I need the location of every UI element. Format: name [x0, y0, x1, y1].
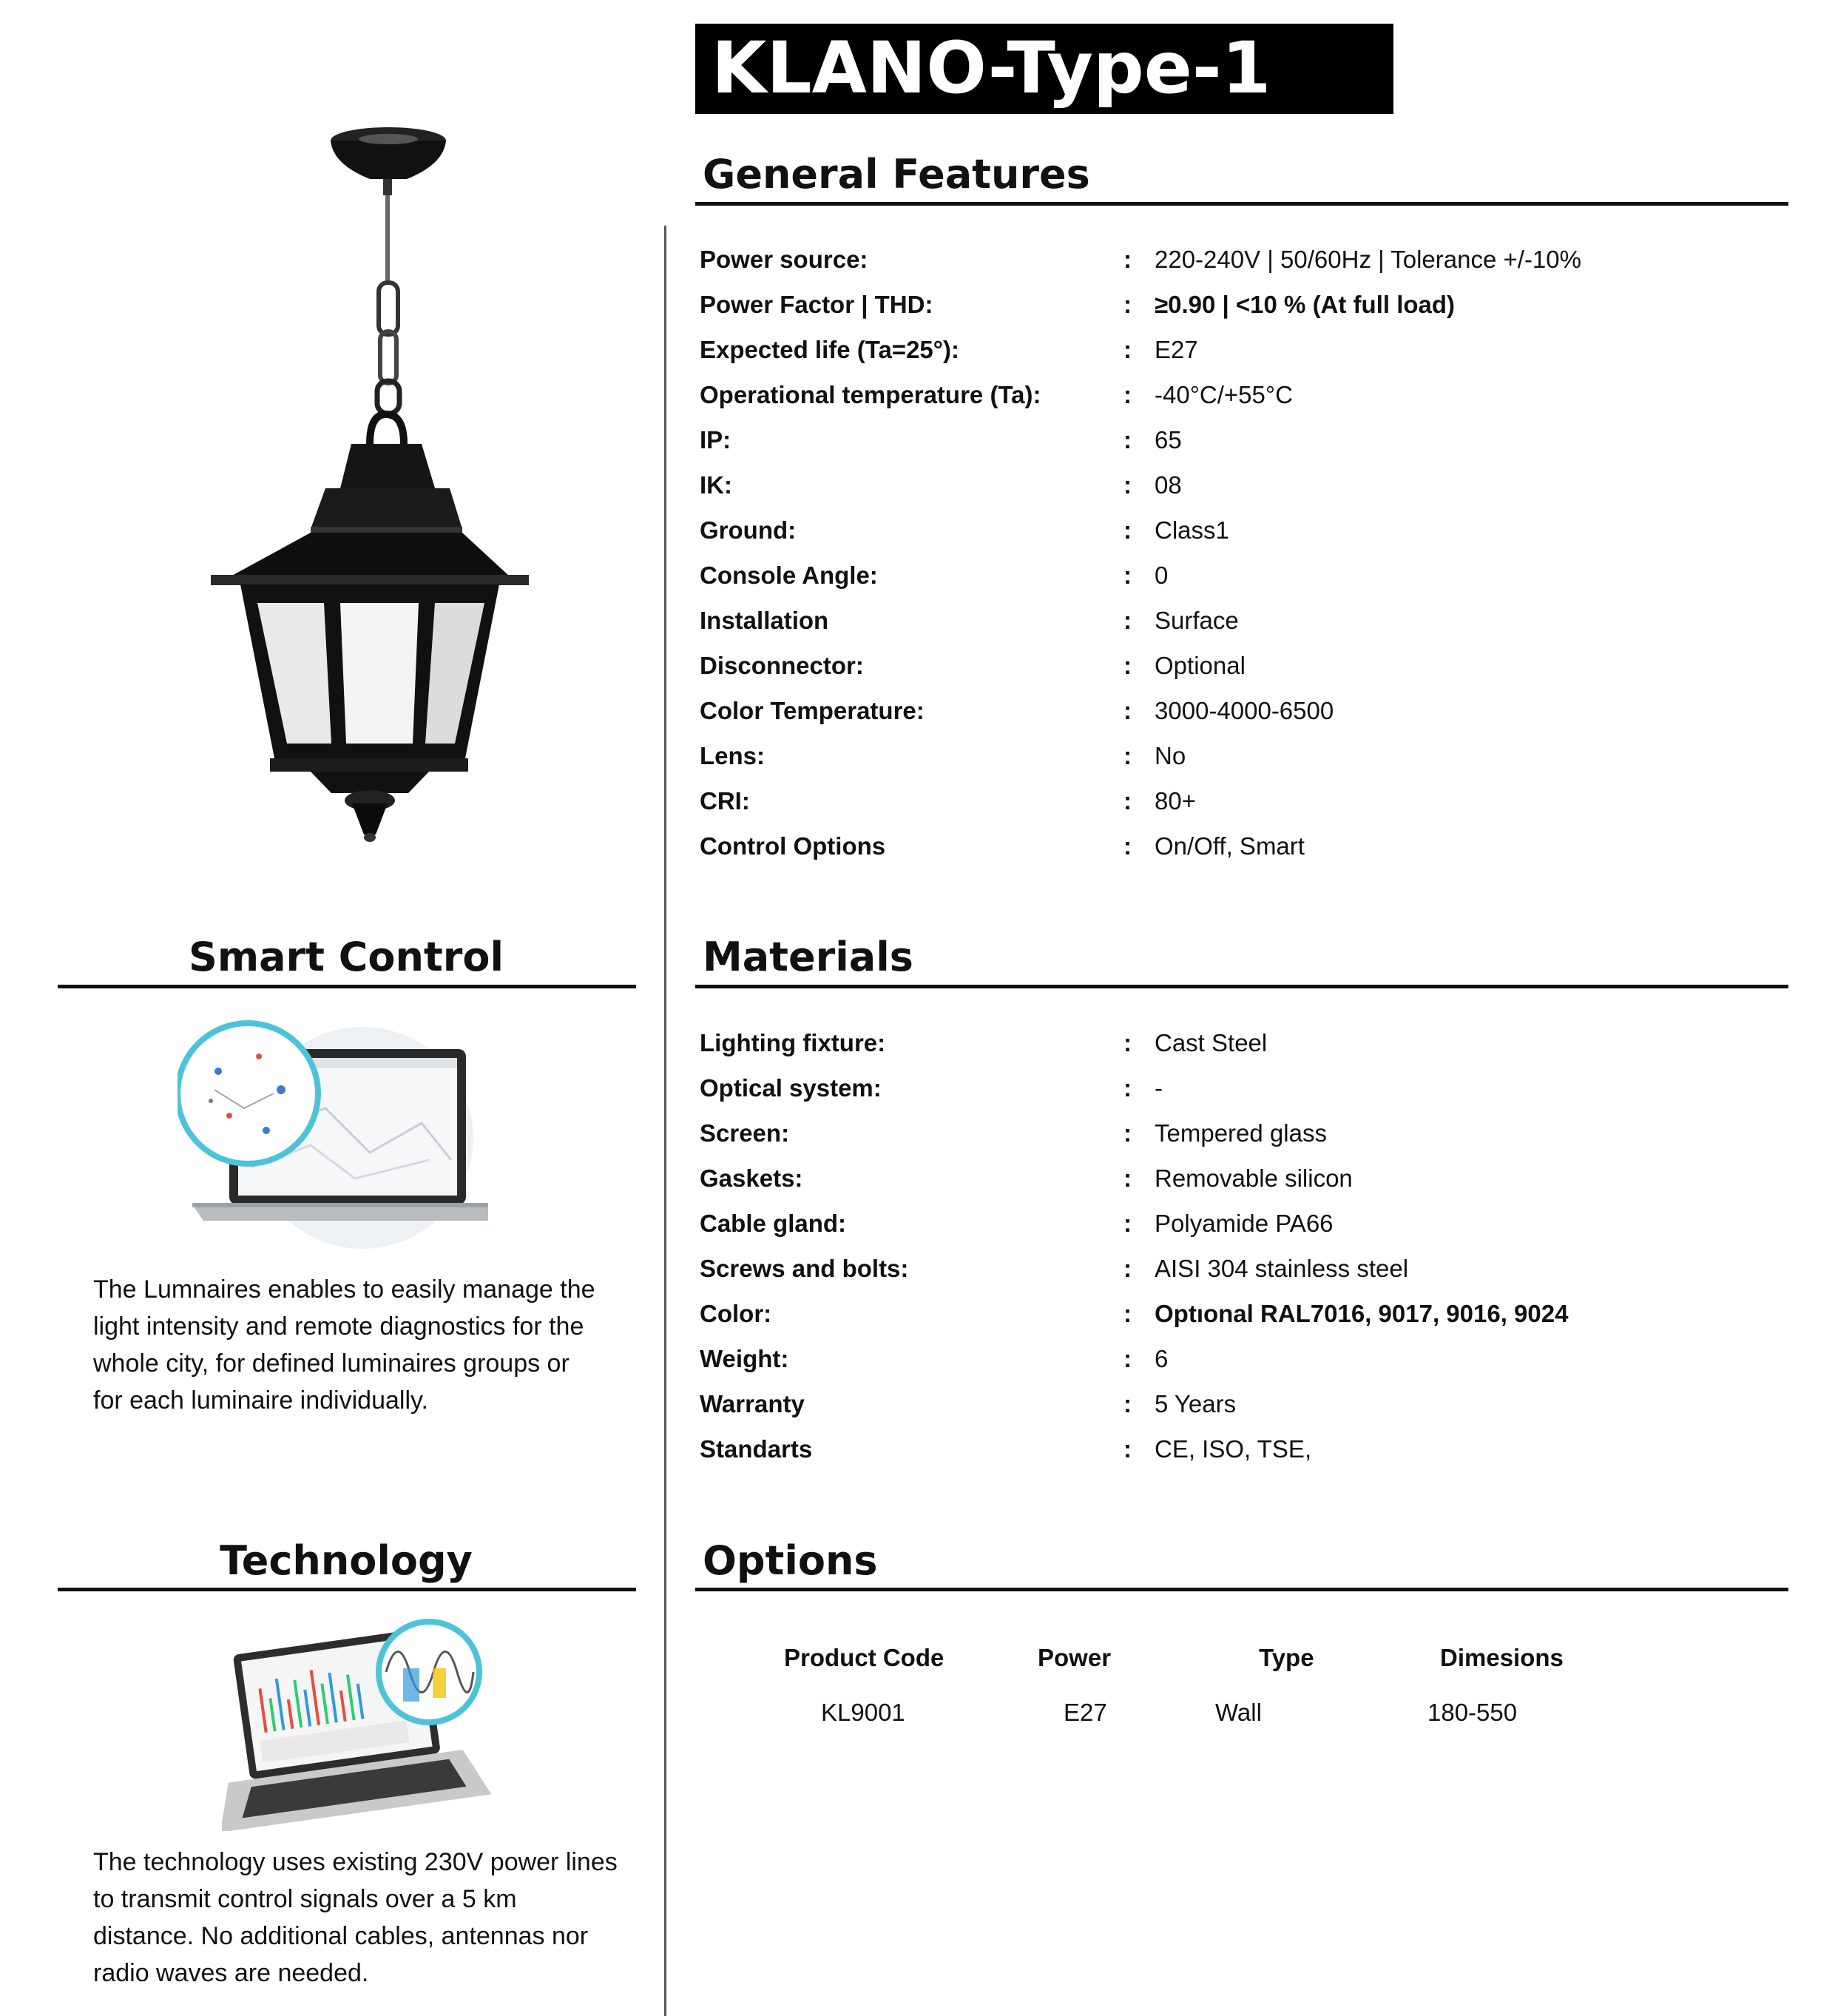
spec-label: Lens: [700, 742, 766, 769]
options-cell-power: E27 [1064, 1699, 1107, 1726]
spec-label: Screen: [700, 1119, 790, 1147]
spec-colon: : [1123, 336, 1132, 363]
title-banner [695, 24, 1393, 114]
laptop-waveform-image [222, 1616, 496, 1831]
technology-line: to transmit control signals over a 5 km [93, 1885, 517, 1913]
spec-value: Optıonal RAL7016, 9017, 9016, 9024 [1155, 1300, 1569, 1327]
spec-label: Power source: [700, 246, 868, 273]
general-features-heading: General Features [703, 151, 1090, 198]
spec-row [700, 643, 1787, 688]
spec-row [700, 598, 1787, 643]
smart-control-line: whole city, for defined luminaires groups or [93, 1349, 570, 1378]
spec-row [700, 778, 1787, 823]
spec-label: Color: [700, 1300, 772, 1327]
spec-value: 3000-4000-6500 [1155, 697, 1334, 724]
options-header-type: Type [1259, 1644, 1314, 1671]
materials-heading: Materials [703, 934, 913, 980]
materials-rule [695, 985, 1788, 988]
spec-value: Tempered glass [1155, 1119, 1327, 1147]
spec-label: Installation [700, 607, 829, 634]
spec-value: - [1155, 1074, 1163, 1102]
pendant-lantern-image [200, 118, 540, 843]
technology-rule [58, 1588, 636, 1591]
spec-value: 65 [1155, 426, 1182, 454]
spec-label: Power Factor | THD: [700, 291, 933, 318]
smart-control-line: The Lumnaires enables to easily manage the [93, 1275, 595, 1304]
spec-row [700, 688, 1787, 733]
spec-label: Screws and bolts: [700, 1255, 909, 1282]
spec-row [700, 1065, 1787, 1110]
smart-control-description [93, 1271, 655, 1419]
spec-colon: : [1123, 1390, 1132, 1417]
spec-row [700, 327, 1787, 372]
spec-row [700, 462, 1787, 508]
general-features-rule [695, 202, 1788, 206]
technology-heading: Technology [220, 1537, 473, 1584]
spec-label: IP: [700, 426, 731, 454]
spec-value: 6 [1155, 1345, 1169, 1372]
spec-row [700, 417, 1787, 462]
spec-row [700, 823, 1787, 869]
spec-value: 5 Years [1155, 1390, 1237, 1417]
technology-line: distance. No additional cables, antennas nor [93, 1922, 589, 1950]
spec-label: Warranty [700, 1390, 805, 1417]
spec-row [700, 1291, 1787, 1336]
spec-row [700, 1336, 1787, 1381]
options-heading: Options [703, 1537, 878, 1584]
spec-colon: : [1123, 742, 1132, 769]
spec-label: Gaskets: [700, 1164, 803, 1192]
spec-row [700, 1201, 1787, 1246]
options-cell-dimensions: 180-550 [1427, 1699, 1518, 1726]
spec-colon: : [1123, 1074, 1132, 1102]
spec-value: 80+ [1155, 787, 1196, 815]
spec-label: Console Angle: [700, 562, 878, 589]
smart-control-line: light intensity and remote diagnostics for the [93, 1312, 584, 1341]
spec-colon: : [1123, 832, 1132, 860]
spec-label: IK: [700, 471, 732, 499]
spec-value: 220-240V | 50/60Hz | Tolerance +/-10% [1155, 246, 1581, 273]
smart-control-rule [58, 985, 636, 988]
spec-row [700, 237, 1787, 282]
options-header-power: Power [1038, 1644, 1112, 1671]
spec-colon: : [1123, 426, 1132, 454]
spec-row [700, 282, 1787, 327]
spec-colon: : [1123, 1435, 1132, 1463]
spec-colon: : [1123, 1029, 1132, 1056]
spec-label: Standarts [700, 1435, 813, 1463]
spec-value: On/Off, Smart [1155, 832, 1305, 860]
spec-label: CRI: [700, 787, 750, 815]
smart-control-line: for each luminaire individually. [93, 1386, 428, 1415]
options-cell-type: Wall [1215, 1699, 1262, 1726]
spec-row [700, 1156, 1787, 1201]
spec-colon: : [1123, 1210, 1132, 1237]
spec-value: No [1155, 742, 1186, 769]
spec-value: Removable silicon [1155, 1164, 1353, 1192]
options-header-product-code: Product Code [784, 1644, 944, 1671]
spec-label: Color Temperature: [700, 697, 925, 724]
spec-colon: : [1123, 1164, 1132, 1192]
technology-line: radio waves are needed. [93, 1959, 369, 1987]
spec-colon: : [1123, 607, 1132, 634]
spec-label: Optical system: [700, 1074, 882, 1102]
spec-row [700, 508, 1787, 553]
spec-value: ≥0.90 | <10 % (At full load) [1155, 291, 1456, 318]
spec-row [700, 372, 1787, 417]
options-header-dimensions: Dimesions [1440, 1644, 1564, 1671]
options-rule [695, 1588, 1788, 1591]
spec-colon: : [1123, 1119, 1132, 1147]
spec-row [700, 733, 1787, 778]
technology-line: The technology uses existing 230V power lines [93, 1848, 618, 1876]
spec-value: Polyamide PA66 [1155, 1210, 1334, 1237]
technology-description [93, 1844, 655, 1992]
spec-label: Operational temperature (Ta): [700, 381, 1041, 408]
spec-label: Control Options [700, 832, 886, 860]
spec-value: 08 [1155, 471, 1182, 499]
spec-label: Cable gland: [700, 1210, 847, 1237]
spec-colon: : [1123, 787, 1132, 815]
spec-colon: : [1123, 1345, 1132, 1372]
spec-label: Weight: [700, 1345, 789, 1372]
spec-label: Lighting fixture: [700, 1029, 886, 1056]
spec-row [700, 553, 1787, 598]
spec-value: Class1 [1155, 516, 1229, 544]
spec-colon: : [1123, 291, 1132, 318]
spec-colon: : [1123, 652, 1132, 679]
spec-row [700, 1020, 1787, 1065]
spec-colon: : [1123, 471, 1132, 499]
spec-colon: : [1123, 1255, 1132, 1282]
spec-row [700, 1110, 1787, 1156]
spec-value: AISI 304 stainless steel [1155, 1255, 1409, 1282]
spec-colon: : [1123, 1300, 1132, 1327]
spec-label: Expected life (Ta=25°): [700, 336, 959, 363]
spec-value: 0 [1155, 562, 1169, 589]
spec-row [700, 1246, 1787, 1291]
spec-colon: : [1123, 516, 1132, 544]
spec-value: -40°C/+55°C [1155, 381, 1293, 408]
spec-value: Optional [1155, 652, 1246, 679]
spec-label: Ground: [700, 516, 797, 544]
laptop-map-image [178, 1019, 488, 1264]
options-cell-product-code: KL9001 [821, 1699, 905, 1726]
column-divider [664, 226, 666, 2016]
spec-value: Cast Steel [1155, 1029, 1268, 1056]
spec-value: CE, ISO, TSE, [1155, 1435, 1312, 1463]
page-title: KLANO-Type-1 [712, 27, 1271, 109]
spec-value: Surface [1155, 607, 1239, 634]
spec-colon: : [1123, 562, 1132, 589]
spec-label: Disconnector: [700, 652, 864, 679]
spec-row [700, 1381, 1787, 1426]
spec-colon: : [1123, 381, 1132, 408]
spec-value: E27 [1155, 336, 1198, 363]
spec-row [700, 1426, 1787, 1471]
smart-control-heading: Smart Control [188, 934, 504, 980]
spec-colon: : [1123, 697, 1132, 724]
spec-colon: : [1123, 246, 1132, 273]
